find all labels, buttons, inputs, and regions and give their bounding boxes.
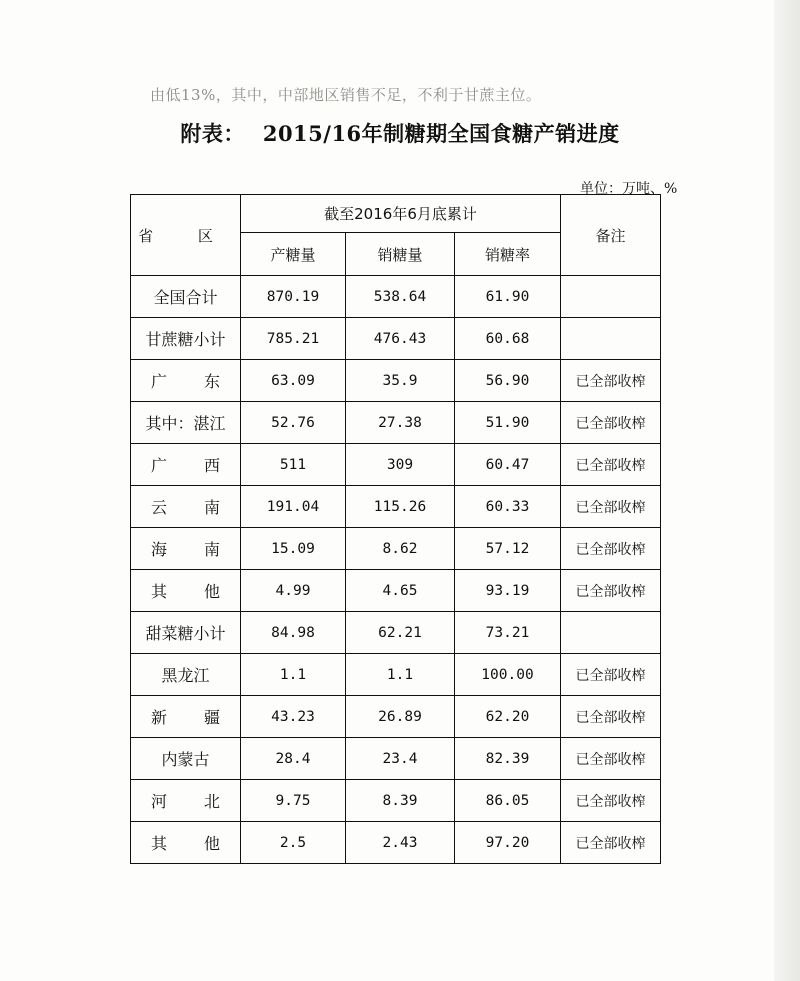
- rate-cell: 57.12: [455, 528, 561, 570]
- note-cell: 已全部收榨: [561, 738, 661, 780]
- sales-cell: 476.43: [346, 318, 455, 360]
- table-row: [131, 486, 661, 528]
- rate-cell: 97.20: [455, 822, 561, 864]
- province-cell: 其 他: [131, 822, 241, 864]
- rate-cell: 100.00: [455, 654, 561, 696]
- province-cell: 其 他: [131, 570, 241, 612]
- rate-cell: 60.33: [455, 486, 561, 528]
- province-cell: 甜菜糖小计: [131, 612, 241, 654]
- sales-cell: 1.1: [346, 654, 455, 696]
- production-cell: 785.21: [241, 318, 346, 360]
- rate-cell: 82.39: [455, 738, 561, 780]
- province-cell: 全国合计: [131, 276, 241, 318]
- sales-cell: 23.4: [346, 738, 455, 780]
- sales-cell: 4.65: [346, 570, 455, 612]
- header-fragment: 由低13%，其中，中部地区销售不足，不利于甘蔗主位。: [150, 86, 542, 104]
- header-sales: 销糖量: [346, 233, 455, 276]
- rate-cell: 60.68: [455, 318, 561, 360]
- note-cell: 已全部收榨: [561, 570, 661, 612]
- table-row: [131, 696, 661, 738]
- rate-cell: 86.05: [455, 780, 561, 822]
- province-cell: 广 西: [131, 444, 241, 486]
- production-cell: 511: [241, 444, 346, 486]
- note-cell: 已全部收榨: [561, 486, 661, 528]
- province-cell: 海 南: [131, 528, 241, 570]
- rate-cell: 61.90: [455, 276, 561, 318]
- rate-cell: 51.90: [455, 402, 561, 444]
- note-cell: [561, 318, 661, 360]
- sales-cell: 26.89: [346, 696, 455, 738]
- note-cell: [561, 612, 661, 654]
- table-row: [131, 444, 661, 486]
- production-cell: 52.76: [241, 402, 346, 444]
- production-cell: 43.23: [241, 696, 346, 738]
- sales-cell: 309: [346, 444, 455, 486]
- province-cell: 新 疆: [131, 696, 241, 738]
- header-rate: 销糖率: [455, 233, 561, 276]
- sales-cell: 8.39: [346, 780, 455, 822]
- title-main: 2015/16年制糖期全国食糖产销进度: [262, 121, 620, 146]
- production-cell: 4.99: [241, 570, 346, 612]
- rate-cell: 93.19: [455, 570, 561, 612]
- note-cell: 已全部收榨: [561, 528, 661, 570]
- province-cell: 黑龙江: [131, 654, 241, 696]
- production-cell: 191.04: [241, 486, 346, 528]
- page-title: [0, 118, 800, 148]
- note-cell: 已全部收榨: [561, 780, 661, 822]
- table-row: [131, 360, 661, 402]
- production-cell: 84.98: [241, 612, 346, 654]
- sales-cell: 27.38: [346, 402, 455, 444]
- header-production: 产糖量: [241, 233, 346, 276]
- production-cell: 9.75: [241, 780, 346, 822]
- rate-cell: 60.47: [455, 444, 561, 486]
- table-row: [131, 528, 661, 570]
- sales-cell: 2.43: [346, 822, 455, 864]
- table-row: [131, 570, 661, 612]
- province-cell: 其中：湛江: [131, 402, 241, 444]
- note-cell: 已全部收榨: [561, 444, 661, 486]
- note-cell: 已全部收榨: [561, 402, 661, 444]
- province-cell: 云 南: [131, 486, 241, 528]
- header-province: 省 区: [131, 195, 241, 276]
- province-cell: 内蒙古: [131, 738, 241, 780]
- header-period: 截至2016年6月底累计: [241, 195, 561, 233]
- rate-cell: 62.20: [455, 696, 561, 738]
- production-cell: 1.1: [241, 654, 346, 696]
- production-cell: 28.4: [241, 738, 346, 780]
- header-note: 备注: [561, 195, 661, 276]
- sugar-production-sales-table: [130, 194, 661, 864]
- note-cell: 已全部收榨: [561, 654, 661, 696]
- table-row: [131, 780, 661, 822]
- table-row: [131, 402, 661, 444]
- table-row: [131, 276, 661, 318]
- production-cell: 15.09: [241, 528, 346, 570]
- table-row: [131, 612, 661, 654]
- note-cell: 已全部收榨: [561, 696, 661, 738]
- rate-cell: 56.90: [455, 360, 561, 402]
- table-row: [131, 822, 661, 864]
- note-cell: 已全部收榨: [561, 360, 661, 402]
- unit-label: 单位：万吨、%: [580, 181, 678, 197]
- production-cell: 63.09: [241, 360, 346, 402]
- province-cell: 广 东: [131, 360, 241, 402]
- rate-cell: 73.21: [455, 612, 561, 654]
- table-row: [131, 738, 661, 780]
- table-row: [131, 654, 661, 696]
- note-cell: [561, 276, 661, 318]
- table-row: [131, 318, 661, 360]
- sales-cell: 35.9: [346, 360, 455, 402]
- province-cell: 甘蔗糖小计: [131, 318, 241, 360]
- sales-cell: 115.26: [346, 486, 455, 528]
- province-cell: 河 北: [131, 780, 241, 822]
- production-cell: 2.5: [241, 822, 346, 864]
- title-prefix: 附表：: [180, 121, 245, 146]
- production-cell: 870.19: [241, 276, 346, 318]
- sales-cell: 8.62: [346, 528, 455, 570]
- sales-cell: 538.64: [346, 276, 455, 318]
- sales-cell: 62.21: [346, 612, 455, 654]
- note-cell: 已全部收榨: [561, 822, 661, 864]
